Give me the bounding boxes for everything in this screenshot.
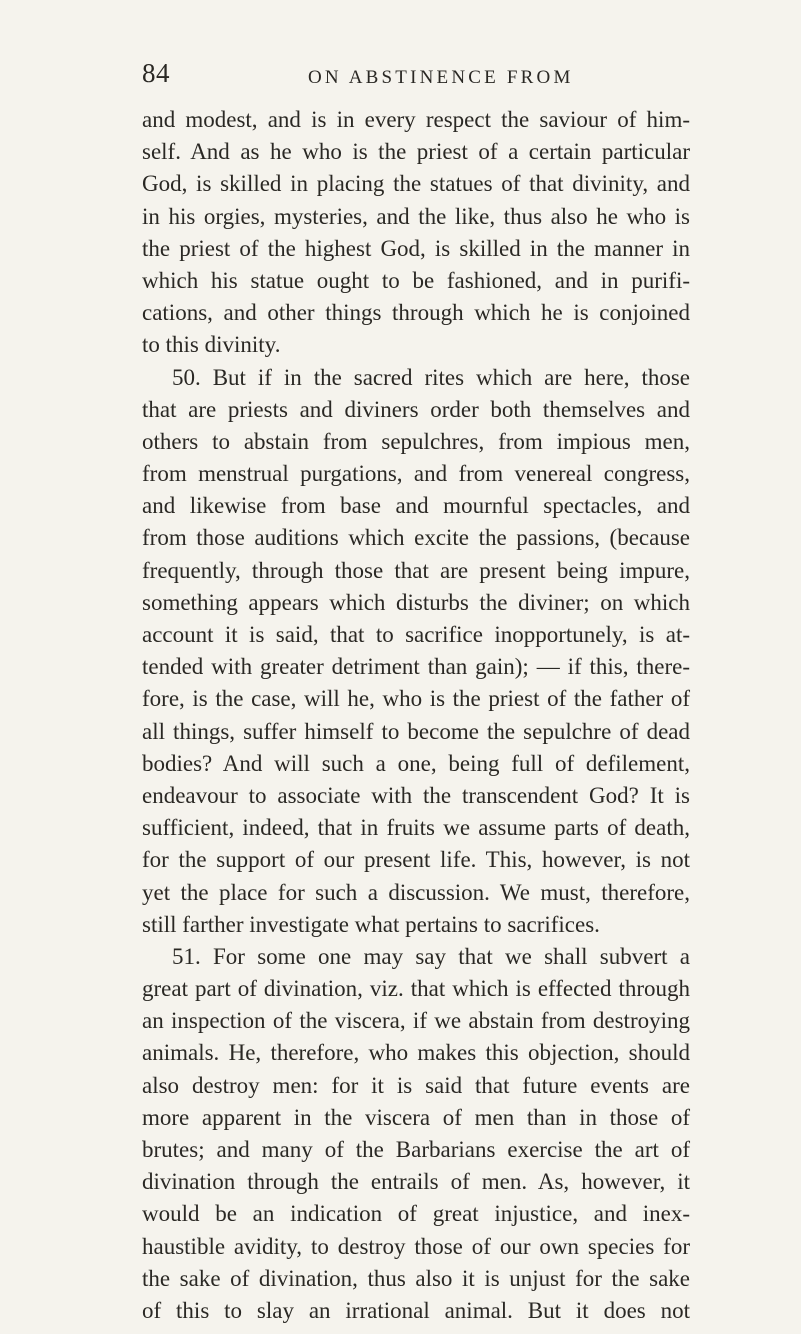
running-title: ON ABSTINENCE FROM <box>308 67 574 88</box>
running-head <box>142 58 690 98</box>
text-line: an inspection of the viscera, if we abstain from destroying <box>142 1008 690 1034</box>
section-51-start: 51. For some one may say that we shall subvert a <box>172 943 690 969</box>
text-line: brutes; and many of the Barbarians exercise the art of <box>142 1137 690 1162</box>
text-line: all things, suffer himself to become the sepulchre of dead <box>142 718 690 744</box>
text-line: God, is skilled in placing the statues of that divinity, and <box>142 171 690 197</box>
text-line: to this divinity. <box>142 332 281 358</box>
text-line: would be an indication of great injustice, and inex- <box>142 1201 690 1227</box>
text-line: self. And as he who is the priest of a certain particular <box>142 139 690 165</box>
text-line: also destroy men: for it is said that future events are <box>142 1072 690 1098</box>
text-line: for the support of our present life. This, however, is not <box>142 847 690 873</box>
text-line: which his statue ought to be fashioned, and in purifi- <box>142 267 690 293</box>
text-line: from those auditions which excite the passions, (because <box>142 525 690 551</box>
text-line: frequently, through those that are present being impure, <box>142 557 690 583</box>
text-line: from menstrual purgations, and from venereal congress, <box>142 461 690 487</box>
text-line: in his orgies, mysteries, and the like, thus also he who is <box>142 203 690 229</box>
text-line: haustible avidity, to destroy those of our own species for <box>142 1233 690 1259</box>
text-line: the priest of the highest God, is skilled in the manner in <box>142 235 690 261</box>
text-line: divination through the entrails of men. As, however, it <box>142 1169 690 1195</box>
text-line: more apparent in the viscera of men than in those of <box>142 1104 690 1130</box>
text-line: of this to slay an irrational animal. But it does not <box>142 1297 690 1323</box>
text-line: something appears which disturbs the diviner; on which <box>142 589 690 615</box>
text-line: great part of divination, viz. that which is effected through <box>142 976 690 1002</box>
text-line: tended with greater detriment than gain); — if this, there- <box>142 654 690 680</box>
text-line: animals. He, therefore, who makes this objection, should <box>142 1040 690 1066</box>
text-line: bodies? And will such a one, being full of defilement, <box>142 750 690 776</box>
text-line: still farther investigate what pertains to sacrifices. <box>142 911 600 937</box>
text-line: endeavour to associate with the transcendent God? It is <box>142 782 690 808</box>
text-line: and likewise from base and mournful spectacles, and <box>142 493 690 519</box>
text-line: others to abstain from sepulchres, from impious men, <box>142 428 690 454</box>
text-line: that are priests and diviners order both themselves and <box>142 396 690 422</box>
text-line: yet the place for such a discussion. We must, therefore, <box>142 879 690 905</box>
section-50-start: 50. But if in the sacred rites which are here, those <box>172 364 690 390</box>
page-number: 84 <box>142 58 170 88</box>
text-line: sufficient, indeed, that in fruits we assume parts of death, <box>142 815 690 841</box>
text-line: and modest, and is in every respect the saviour of him- <box>142 107 690 132</box>
text-line: the sake of divination, thus also it is unjust for the sake <box>142 1265 690 1291</box>
text-line: fore, is the case, will he, who is the priest of the father of <box>142 686 690 712</box>
body-text <box>142 104 690 1327</box>
text-line: account it is said, that to sacrifice inopportunely, is at- <box>142 622 690 647</box>
text-line: cations, and other things through which he is conjoined <box>142 300 690 326</box>
